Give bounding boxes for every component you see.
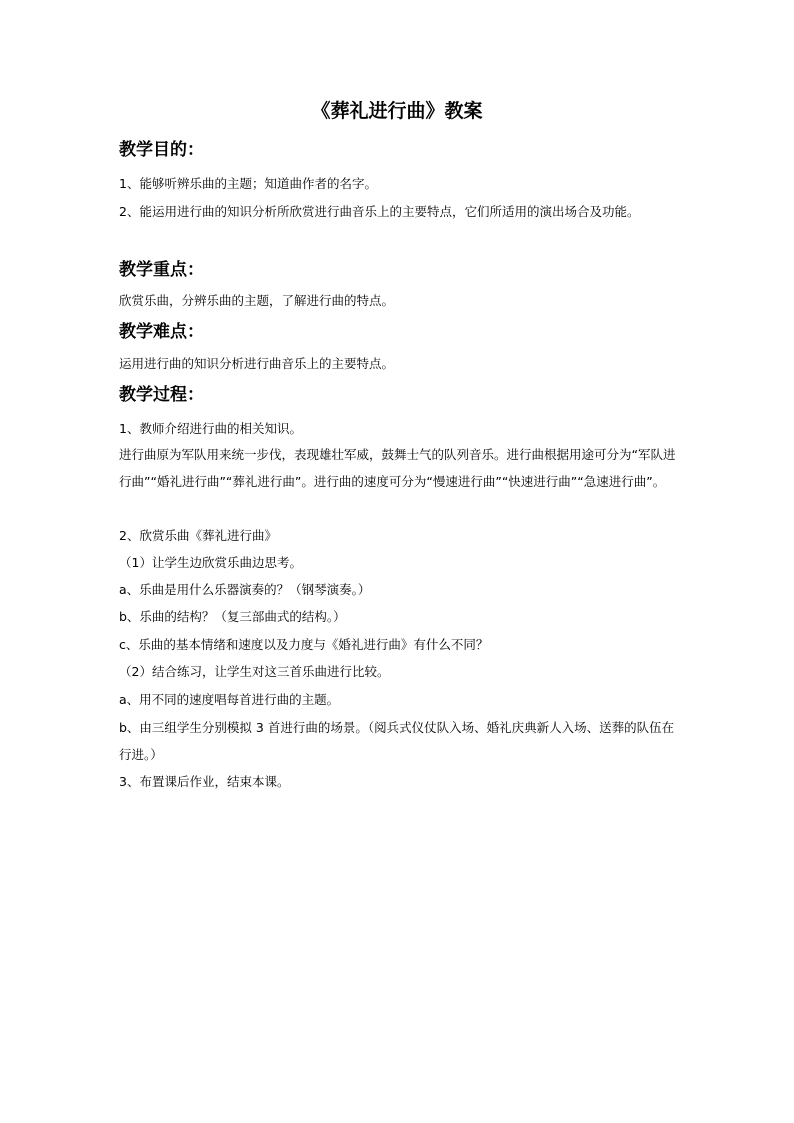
key-points-heading: 教学重点： xyxy=(119,260,204,280)
process-item: （1）让学生边欣赏乐曲边思考。 xyxy=(119,555,302,570)
process-item: 2、欣赏乐曲《葬礼进行曲》 xyxy=(119,528,277,543)
process-item: a、用不同的速度唱每首进行曲的主题。 xyxy=(119,692,340,707)
process-paragraph: 进行曲原为军队用来统一步伐，表现雄壮军威，鼓舞士气的队列音乐。进行曲根据用途可分为“军队进行曲”“婚礼进行曲”“葬礼进行曲”。进行曲的速度可分为“慢速进行曲”“快速进行曲”“急速进行曲”。 xyxy=(119,447,676,489)
difficulties-text: 运用进行曲的知识分析进行曲音乐上的主要特点。 xyxy=(119,356,395,371)
objectives-heading: 教学目的： xyxy=(119,140,204,160)
process-item: 3、布置课后作业，结束本课。 xyxy=(119,774,290,789)
process-item: （2）结合练习，让学生对这三首乐曲进行比较。 xyxy=(119,664,390,679)
key-points-text: 欣赏乐曲，分辨乐曲的主题，了解进行曲的特点。 xyxy=(119,293,395,308)
process-item: b、乐曲的结构？（复三部曲式的结构。） xyxy=(119,609,346,624)
objective-item: 2、能运用进行曲的知识分析所欣赏进行曲音乐上的主要特点，它们所适用的演出场合及功能。 xyxy=(119,204,640,219)
difficulties-heading: 教学难点： xyxy=(119,322,204,342)
process-item: b、由三组学生分别模拟 3 首进行曲的场景。（阅兵式仪仗队入场、婚礼庆典新人入场、送葬的队伍在行进。） xyxy=(119,720,675,762)
process-heading: 教学过程： xyxy=(119,385,204,405)
process-item: c、乐曲的基本情绪和速度以及力度与《婚礼进行曲》有什么不同？ xyxy=(119,637,489,652)
document-title: 《葬礼进行曲》教案 xyxy=(311,100,483,122)
process-item: 1、教师介绍进行曲的相关知识。 xyxy=(119,421,302,436)
process-item: a、乐曲是用什么乐器演奏的？（钢琴演奏。） xyxy=(119,582,371,597)
objective-item: 1、能够听辨乐曲的主题；知道曲作者的名字。 xyxy=(119,176,377,191)
